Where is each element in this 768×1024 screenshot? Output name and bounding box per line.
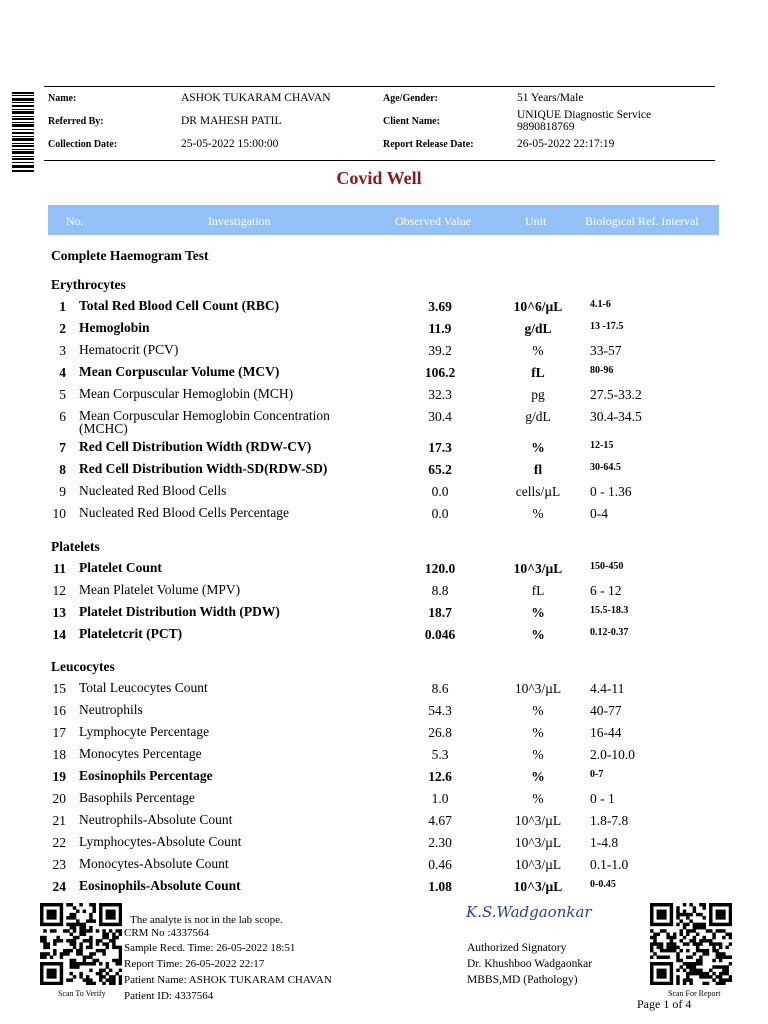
row-number: 3 [59, 343, 66, 358]
row-number: 24 [52, 879, 66, 894]
barcode [12, 92, 34, 172]
investigation-name: Monocytes Percentage [79, 746, 202, 761]
unit: % [532, 747, 544, 762]
sample-recd-time: Sample Recd. Time: 26-05-2022 18:51 [124, 942, 296, 954]
scan-report-label: Scan For Report [668, 989, 721, 998]
reference-interval: 1-4.8 [590, 835, 619, 850]
row-number: 1 [59, 299, 66, 314]
reference-interval: 1.8-7.8 [590, 813, 629, 828]
row-number: 23 [52, 857, 66, 872]
release-label: Report Release Date: [383, 139, 474, 150]
unit: 10^3/µL [514, 681, 562, 696]
row-number: 16 [52, 703, 66, 718]
reference-interval: 12-15 [590, 440, 614, 451]
name-label: Name: [48, 93, 77, 104]
reference-interval: 0-4 [590, 506, 608, 521]
unit: 10^6/µL [513, 299, 563, 314]
scan-verify-label: Scan To Verify [58, 989, 106, 998]
reference-interval: 0.1-1.0 [590, 857, 629, 872]
unit: 10^3/µL [513, 879, 563, 894]
signatory-title: Authorized Signatory [467, 942, 567, 954]
investigation-name: Lymphocytes-Absolute Count [79, 834, 242, 849]
referred-label: Referred By: [48, 116, 104, 127]
row-number: 12 [52, 583, 66, 598]
investigation-name: Red Cell Distribution Width (RDW-CV) [79, 439, 312, 454]
observed-value: 1.0 [431, 791, 449, 806]
unit: 10^3/µL [514, 835, 562, 850]
section-erythrocytes: Erythrocytes [51, 277, 126, 292]
observed-value: 39.2 [428, 343, 452, 358]
observed-value: 30.4 [428, 409, 452, 424]
unit: % [532, 703, 544, 718]
investigation-name: Mean Corpuscular Hemoglobin Concentration (MCHC) [79, 408, 330, 436]
investigation-name: Neutrophils [79, 702, 143, 717]
unit: 10^3/µL [514, 857, 562, 872]
row-number: 22 [52, 835, 66, 850]
unit: pg [531, 387, 545, 402]
section-platelets: Platelets [51, 539, 100, 554]
investigation-name: Nucleated Red Blood Cells Percentage [79, 505, 289, 520]
reference-interval: 13 -17.5 [590, 321, 624, 332]
age-value: 51 Years/Male [517, 92, 584, 104]
observed-value: 8.8 [431, 583, 449, 598]
reference-interval: 4.1-6 [590, 299, 611, 310]
observed-value: 1.08 [428, 879, 452, 894]
observed-value: 18.7 [428, 605, 452, 620]
signatory-degree: MBBS,MD (Pathology) [467, 974, 578, 986]
signature: K.S.Wadgaonkar [466, 903, 592, 921]
observed-value: 17.3 [428, 440, 452, 455]
reference-interval: 30-64.5 [590, 462, 621, 473]
unit: % [532, 506, 544, 521]
scope-note: The analyte is not in the lab scope. [130, 914, 283, 926]
referred-value: DR MAHESH PATIL [181, 115, 282, 127]
investigation-name: Plateletcrit (PCT) [79, 626, 183, 641]
investigation-name: Nucleated Red Blood Cells [79, 483, 227, 498]
reference-interval: 6 - 12 [590, 583, 622, 598]
row-number: 14 [52, 627, 66, 642]
col-ref: Biological Ref. Interval [585, 214, 699, 228]
crm-number: CRM No :4337564 [124, 927, 209, 939]
investigation-name: Mean Corpuscular Hemoglobin (MCH) [79, 386, 294, 401]
investigation-name: Platelet Count [79, 560, 162, 575]
reference-interval: 2.0-10.0 [590, 747, 635, 762]
row-number: 7 [59, 440, 66, 455]
col-unit: Unit [525, 214, 547, 228]
row-number: 9 [59, 484, 66, 499]
investigation-name: Total Leucocytes Count [79, 680, 208, 695]
unit: % [531, 627, 545, 642]
reference-interval: 0.12-0.37 [590, 627, 629, 638]
unit: g/dL [525, 409, 551, 424]
reference-interval: 0-7 [590, 769, 604, 780]
reference-interval: 33-57 [590, 343, 622, 358]
reference-interval: 150-450 [590, 561, 624, 572]
observed-value: 65.2 [428, 462, 452, 477]
investigation-name: Mean Platelet Volume (MPV) [79, 582, 241, 597]
observed-value: 3.69 [428, 299, 452, 314]
row-number: 5 [59, 387, 66, 402]
investigation-name: Eosinophils-Absolute Count [79, 878, 241, 893]
observed-value: 8.6 [431, 681, 449, 696]
signatory-name: Dr. Khushboo Wadgaonkar [467, 958, 593, 970]
unit: % [532, 343, 544, 358]
investigation-name: Platelet Distribution Width (PDW) [79, 604, 280, 619]
observed-value: 32.3 [428, 387, 452, 402]
unit: fL [531, 583, 545, 598]
reference-interval: 15.5-18.3 [590, 605, 629, 616]
unit: % [531, 605, 545, 620]
observed-value: 26.8 [428, 725, 452, 740]
row-number: 13 [52, 605, 66, 620]
investigation-name: Basophils Percentage [79, 790, 195, 805]
reference-interval: 4.4-11 [590, 681, 625, 696]
reference-interval: 30.4-34.5 [590, 409, 642, 424]
reference-interval: 80-96 [590, 365, 614, 376]
collection-value: 25-05-2022 15:00:00 [181, 138, 279, 150]
client-value-line1: UNIQUE Diagnostic Service [517, 109, 652, 121]
reference-interval: 0 - 1 [590, 791, 615, 806]
table-header [48, 205, 719, 235]
footer-patient-id: Patient ID: 4337564 [124, 990, 214, 1002]
investigation-name: Neutrophils-Absolute Count [79, 812, 233, 827]
col-investigation: Investigation [208, 214, 271, 228]
unit: 10^3/µL [514, 813, 562, 828]
observed-value: 120.0 [424, 561, 456, 576]
observed-value: 5.3 [431, 747, 449, 762]
age-label: Age/Gender: [383, 93, 438, 104]
unit: % [532, 725, 544, 740]
observed-value: 12.6 [428, 769, 452, 784]
investigation-name: Red Cell Distribution Width-SD(RDW-SD) [79, 461, 328, 476]
observed-value: 11.9 [428, 321, 452, 336]
observed-value: 54.3 [428, 703, 452, 718]
investigation-name: Total Red Blood Cell Count (RBC) [79, 298, 280, 313]
col-no: No. [66, 214, 84, 228]
row-number: 10 [52, 506, 66, 521]
header-bottom-rule [44, 160, 715, 161]
observed-value: 4.67 [428, 813, 452, 828]
row-number: 8 [59, 462, 66, 477]
row-number: 19 [52, 769, 66, 784]
collection-label: Collection Date: [48, 139, 118, 150]
row-number: 20 [52, 791, 66, 806]
reference-interval: 16-44 [590, 725, 622, 740]
report-time: Report Time: 26-05-2022 22:17 [124, 958, 265, 970]
row-number: 4 [59, 365, 66, 380]
observed-value: 0.46 [428, 857, 452, 872]
col-observed: Observed Value [395, 214, 472, 228]
investigation-name: Hemoglobin [79, 320, 150, 335]
investigation-name: Lymphocyte Percentage [79, 724, 210, 739]
row-number: 2 [59, 321, 66, 336]
investigation-name: Eosinophils Percentage [79, 768, 213, 783]
unit: % [531, 440, 545, 455]
reference-interval: 0-0.45 [590, 879, 616, 890]
observed-value: 106.2 [424, 365, 456, 380]
name-value: ASHOK TUKARAM CHAVAN [181, 92, 331, 104]
verify-qr-code[interactable] [40, 903, 122, 985]
unit: g/dL [524, 321, 552, 336]
reference-interval: 0 - 1.36 [590, 484, 632, 499]
report-qr-code[interactable] [650, 903, 732, 985]
observed-value: 0.046 [424, 627, 456, 642]
investigation-name: Hematocrit (PCV) [79, 342, 179, 357]
reference-interval: 40-77 [590, 703, 622, 718]
investigation-name: Mean Corpuscular Volume (MCV) [79, 364, 280, 379]
reference-interval: 27.5-33.2 [590, 387, 642, 402]
unit: fL [531, 365, 545, 380]
footer-patient-name: Patient Name: ASHOK TUKARAM CHAVAN [124, 974, 332, 986]
unit: % [531, 769, 545, 784]
unit: 10^3/µL [513, 561, 563, 576]
row-number: 11 [53, 561, 66, 576]
row-number: 15 [52, 681, 66, 696]
test-name: Complete Haemogram Test [51, 248, 209, 263]
unit: fl [533, 462, 543, 477]
observed-value: 0.0 [431, 506, 449, 521]
investigation-name: Monocytes-Absolute Count [79, 856, 229, 871]
row-number: 18 [52, 747, 66, 762]
client-value-line2: 9890818769 [517, 121, 575, 133]
observed-value: 0.0 [431, 484, 449, 499]
page-number: Page 1 of 4 [637, 997, 692, 1011]
report-title: Covid Well [336, 168, 422, 188]
header-top-rule [44, 86, 715, 87]
row-number: 6 [59, 409, 66, 424]
row-number: 21 [52, 813, 66, 828]
unit: % [532, 791, 544, 806]
unit: cells/µL [515, 484, 561, 499]
observed-value: 2.30 [428, 835, 452, 850]
client-label: Client Name: [383, 116, 440, 127]
section-leucocytes: Leucocytes [51, 659, 115, 674]
row-number: 17 [52, 725, 66, 740]
release-value: 26-05-2022 22:17:19 [517, 138, 615, 150]
client-value [517, 109, 651, 133]
